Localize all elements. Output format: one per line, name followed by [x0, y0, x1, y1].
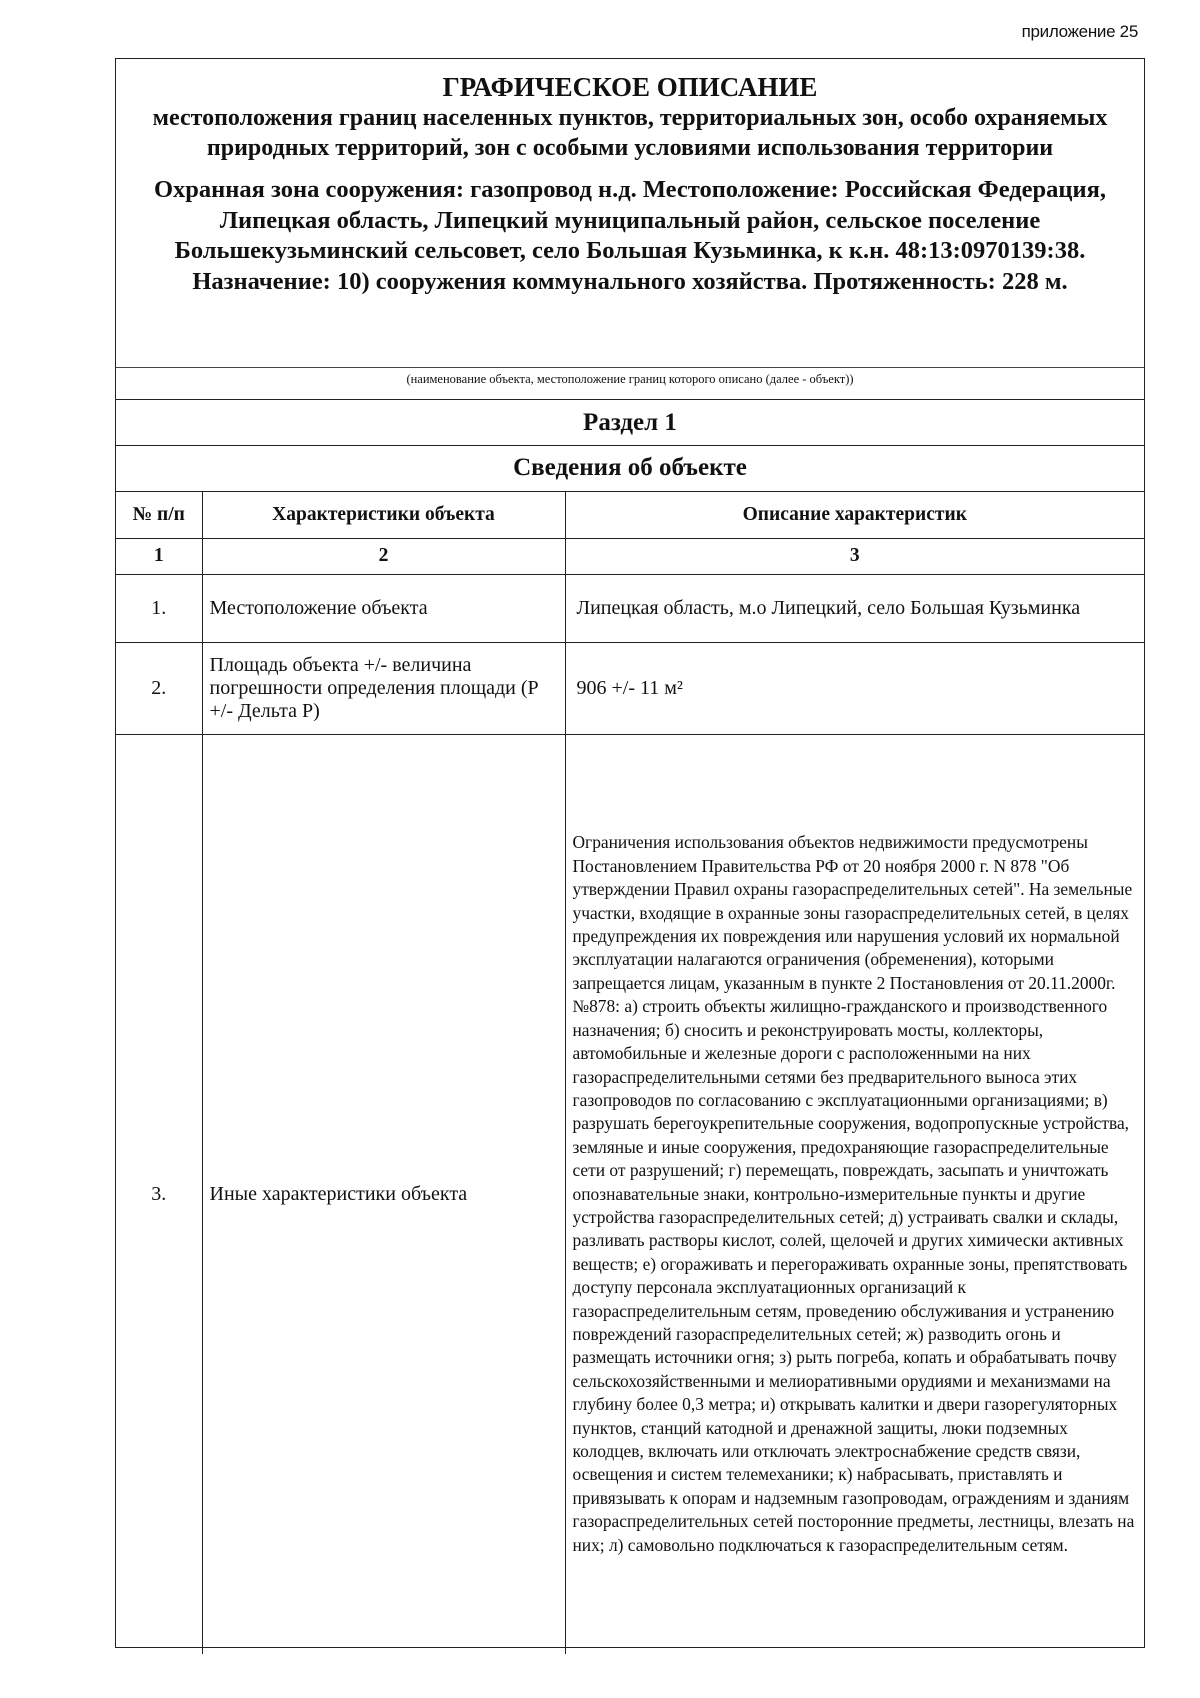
document-header: [116, 59, 1144, 368]
row-description: Ограничения использования объектов недвижимости предусмотрены Постановлением Правительства РФ от 20 ноября 2000 г. N 878 "Об утверждении Правил охраны газораспределительных сетей". На земельные участки, входящие в охранные зоны газораспределительных сетей, в целях предупреждения их повреждения или нарушения условий их нормальной эксплуатации налагаются ограничения (обременения), которыми запрещается лицам, указанным в пункте 2 Постановления от 20.11.2000г. №878: а) строить объекты жилищно-гражданского и производственного назначения; б) сносить и реконструировать мосты, коллекторы, автомобильные и железные дороги с расположенными на них газораспределительными сетями без предварительного выноса этих газопроводов по согласованию с эксплуатационными организациями; в) разрушать берегоукрепительные сооружения, водопропускные устройства, земляные и иные сооружения, предохраняющие газораспределительные сети от разрушений; г) перемещать, повреждать, засыпать и уничтожать опознавательные знаки, контрольно-измерительные пункты и другие устройства газораспределительных сетей; д) устраивать свалки и склады, разливать растворы кислот, солей, щелочей и других химически активных веществ; е) огораживать и перегораживать охранные зоны, препятствовать доступу персонала эксплуатационных организаций к газораспределительным сетям, проведению обслуживания и устранению повреждений газораспределительных сетей; ж) разводить огонь и размещать источники огня; з) рыть погреба, копать и обрабатывать почву сельскохозяйственными и мелиоративными орудиями и механизмами на глубину более 0,3 метра; и) открывать калитки и двери газорегуляторных пунктов, станций катодной и дренажной защиты, люки подземных колодцев, включать или отключать электроснабжение средств связи, освещения и систем телемеханики; к) набрасывать, приставлять и привязывать к опорам и надземным газопроводам, ограждениям и зданиям газораспределительных сетей посторонние предметы, лестницы, влезать на них; л) самовольно подключаться к газораспределительным сетям.: [565, 734, 1144, 1654]
appendix-label: приложение 25: [1021, 22, 1138, 41]
column-header-description: Описание характеристик: [565, 492, 1144, 538]
column-number-3: 3: [565, 538, 1144, 574]
row-characteristic: Иные характеристики объекта: [202, 734, 565, 1654]
object-name: Охранная зона сооружения: газопровод н.д. Местоположение: Российская Федерация, Липецкая область, Липецкий муниципальный район, сельское поселение Большекузьминский сельсовет, село Большая Кузьминка, к к.н. 48:13:0970139:38. Назначение: 10) сооружения коммунального хозяйства. Протяженность: 228 м.: [153, 176, 1107, 295]
column-number-1: 1: [116, 538, 202, 574]
section-subtitle: Сведения об объекте: [116, 446, 1144, 492]
row-number: 2.: [116, 642, 202, 734]
column-header-number: № п/п: [116, 492, 202, 538]
section-title: Раздел 1: [116, 400, 1144, 446]
object-caption: (наименование объекта, местоположение границ которого описано (далее - объект)): [116, 368, 1144, 400]
column-number-2: 2: [202, 538, 565, 574]
object-info-table: [116, 492, 1144, 1654]
column-number-row: [116, 538, 1144, 574]
row-number: 1.: [116, 574, 202, 642]
row-characteristic: Местоположение объекта: [202, 574, 565, 642]
row-number: 3.: [116, 734, 202, 1654]
table-row: [116, 734, 1144, 1654]
document-subtitle: местоположения границ населенных пунктов, территориальных зон, особо охраняемых природных территорий, зон с особыми условиями использования территории: [152, 105, 1108, 161]
table-header-row: [116, 492, 1144, 538]
table-row: [116, 574, 1144, 642]
document-frame: [115, 58, 1145, 1648]
table-row: [116, 642, 1144, 734]
row-characteristic: Площадь объекта +/- величина погрешности определения площади (P +/- Дельта P): [202, 642, 565, 734]
row-description: 906 +/- 11 м²: [565, 642, 1144, 734]
row-description: Липецкая область, м.о Липецкий, село Большая Кузьминка: [565, 574, 1144, 642]
column-header-characteristic: Характеристики объекта: [202, 492, 565, 538]
document-title: ГРАФИЧЕСКОЕ ОПИСАНИЕ: [442, 72, 818, 102]
